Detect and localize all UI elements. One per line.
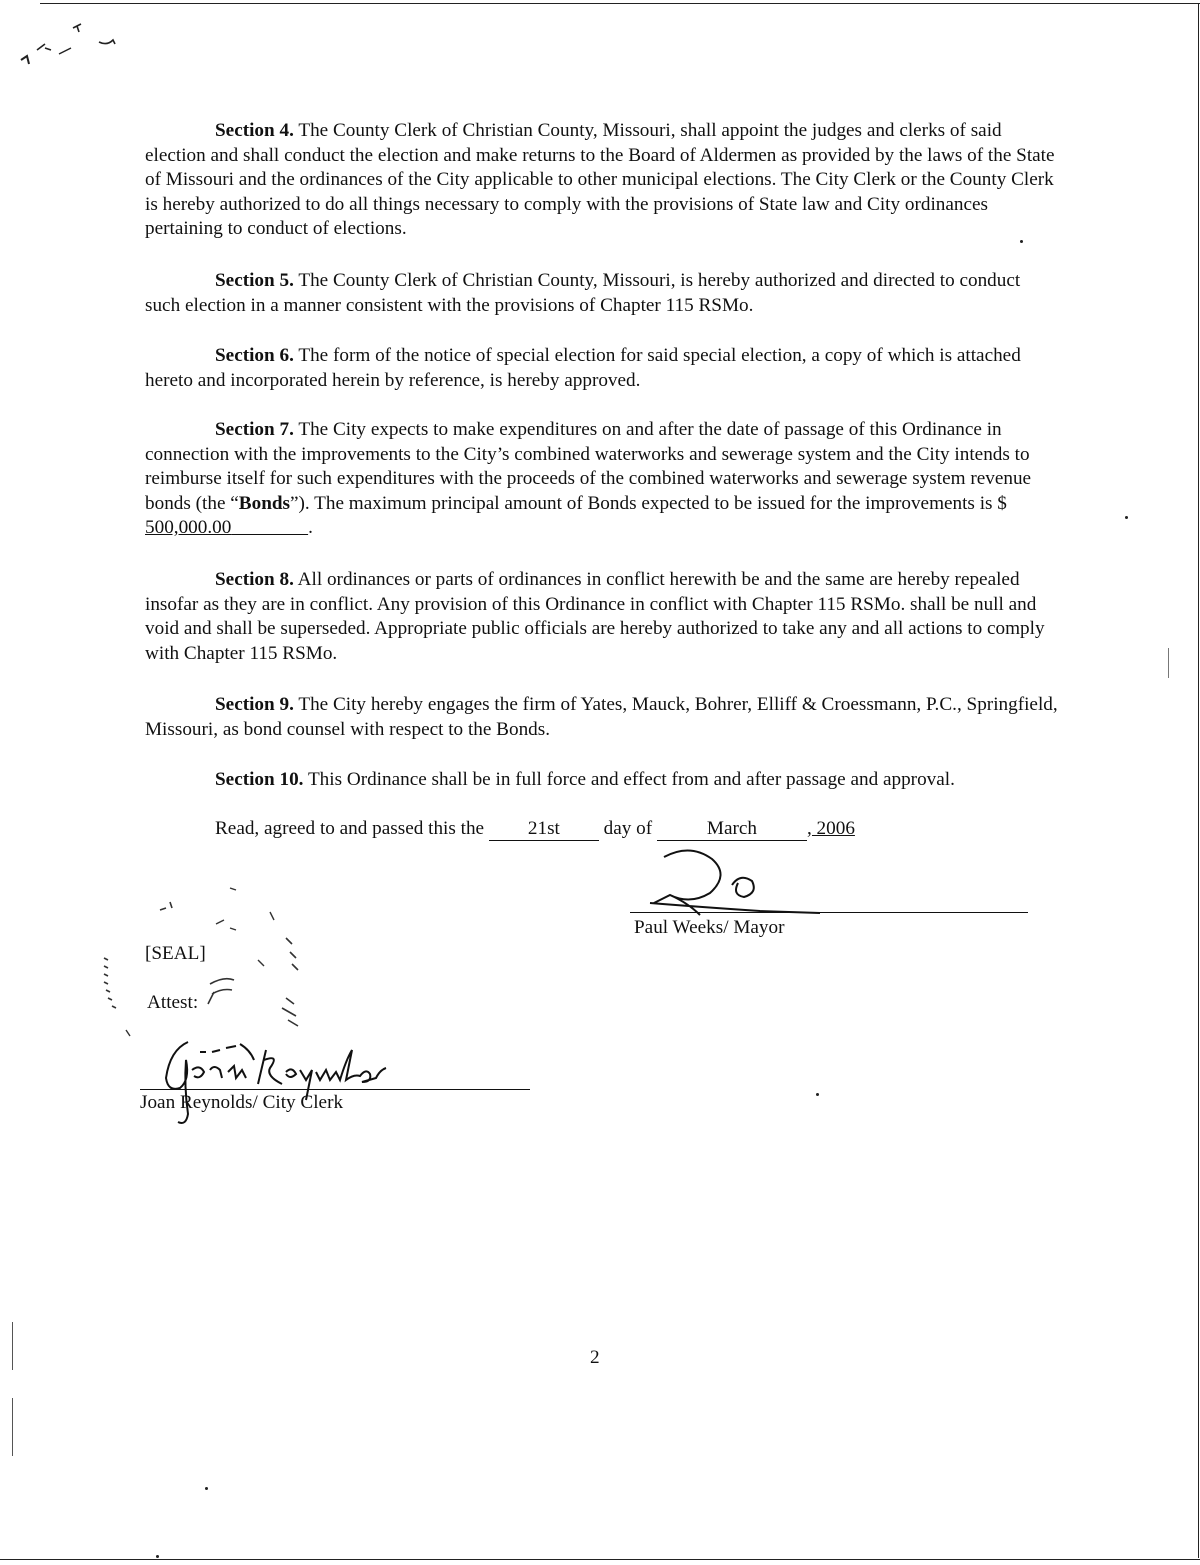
section-8-paragraph [145, 568, 1060, 666]
mayor-signature [640, 845, 840, 925]
section-6-paragraph [145, 344, 1060, 393]
section-5-text: The County Clerk of Christian County, Missouri, is hereby authorized and directed to conduct such election in a manner consistent with the provisions of Chapter 115 RSMo. [145, 270, 1021, 316]
passage-day-blank [489, 818, 599, 841]
section-9-text: The City hereby engages the firm of Yates, Mauck, Bohrer, Elliff & Croessmann, P.C., Springfield, Missouri, as bond counsel with respect to the Bonds. [145, 694, 1058, 740]
bottom-border-line [0, 1559, 1200, 1560]
section-9-number: Section 9. [215, 694, 294, 715]
clerk-signature [140, 1030, 400, 1130]
left-scan-mark [12, 1322, 13, 1370]
section-6-text: The form of the notice of special election for said special election, a copy of which is attached hereto and incorporated herein by reference, is hereby approved. [145, 345, 1021, 391]
attest-label: Attest: [147, 992, 199, 1013]
right-border-line [1198, 3, 1199, 1558]
section-7-text-middle: ”). The maximum principal amount of Bonds expected to be issued for the improvements is $ [290, 492, 1007, 514]
mayor-signature-line [630, 912, 1028, 913]
seal-label: [SEAL] [145, 943, 206, 964]
section-7-paragraph [145, 418, 1060, 541]
passage-day: 21st [527, 818, 560, 839]
passage-lead: Read, agreed to and passed this the [215, 818, 485, 839]
left-scan-mark [12, 1398, 13, 1456]
section-8-number: Section 8. [215, 569, 294, 590]
section-4-text: The County Clerk of Christian County, Missouri, shall appoint the judges and clerks of said election and shall conduct the election and make returns to the Board of Aldermen as provided by the laws of the State of Missouri and the ordinances of the City applicable to other municipal elections. The City Clerk or the County Clerk is hereby authorized to do all things necessary to comply with the provisions of State law and City ordinances pertaining to conduct of elections. [145, 120, 1055, 240]
scan-dot [1020, 240, 1023, 243]
section-10-paragraph [145, 768, 1060, 793]
section-5-number: Section 5. [215, 270, 294, 291]
passage-day-of: day of [603, 818, 653, 839]
section-7-number: Section 7. [215, 419, 294, 440]
passage-month-blank [657, 818, 807, 841]
section-7-amount-blank [231, 517, 308, 538]
passage-month: March [706, 818, 757, 839]
section-9-paragraph [145, 693, 1060, 742]
section-7-amount: 500,000.00 [145, 517, 232, 539]
scan-artifact-marks [15, 20, 125, 70]
scan-mark [1168, 648, 1169, 678]
passage-line [215, 817, 855, 841]
page-number: 2 [590, 1347, 600, 1368]
scan-dot [156, 1555, 159, 1558]
section-7-text-before: The City expects to make expenditures on and after the date of passage of this Ordinance in connection with the improvements to the City’s combined waterworks and sewerage system and the City intends to reimburse itself for such expenditures with the proceeds of the combined waterworks and sewerage system revenue bonds (the “ [145, 419, 1032, 514]
scan-dot [1125, 516, 1128, 519]
section-7-bold-term: Bonds [238, 492, 290, 514]
section-6-number: Section 6. [215, 345, 294, 366]
section-7-text-after: . [308, 517, 313, 539]
clerk-label: Joan Reynolds/ City Clerk [140, 1092, 344, 1113]
section-4-number: Section 4. [215, 120, 294, 141]
section-8-text: All ordinances or parts of ordinances in conflict herewith be and the same are hereby repealed insofar as they are in conflict. Any provision of this Ordinance in conflict with Chapter 115 RSMo. shall be null and void and shall be superseded. Appropriate public officials are hereby authorized to take any and all actions to comply with Chapter 115 RSMo. [145, 569, 1045, 664]
section-10-text: This Ordinance shall be in full force and effect from and after passage and approval. [307, 769, 955, 790]
section-5-paragraph [145, 269, 1060, 318]
scan-dot [816, 1093, 819, 1096]
scan-dot [205, 1487, 208, 1490]
seal-impression [100, 880, 330, 1050]
clerk-signature-line [140, 1089, 530, 1090]
passage-year: , 2006 [806, 818, 855, 839]
section-4-paragraph [145, 119, 1060, 242]
section-10-number: Section 10. [215, 769, 304, 790]
mayor-label: Paul Weeks/ Mayor [634, 917, 785, 938]
top-border-line [40, 3, 1200, 4]
